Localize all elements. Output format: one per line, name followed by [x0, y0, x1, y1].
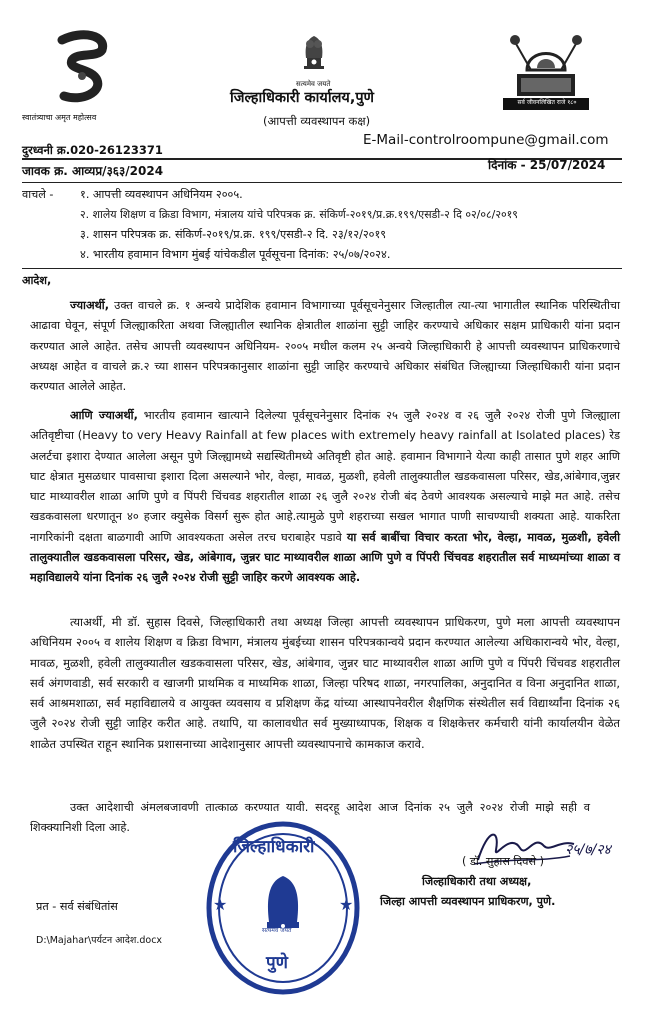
read-item-2: २. शालेय शिक्षण व क्रिडा विभाग, मंत्रालय यांचे परिपत्रक क्र. संकिर्ण-२०१९/प्र.क्र.१९९/एसडी-२ दि ०२/०८/२०१९: [80, 208, 518, 221]
signatory-title-1: जिल्हाधिकारी तथा अध्यक्ष,: [422, 875, 532, 888]
para2-bold-conclusion: या सर्व बाबींचा विचार करता भोर, वेल्हा, मावळ, मुळशी, हवेली तालुक्यातील खडकवासला परिसर, खेड, आंबेगाव, जुन्नर घाट माथ्यावरील शाळा आणि पुणे व पिंपरी चिंचवड शहरातील सर्व माध्यमांच्या शाळा व महाविद्यालये यांना दिनांक २६ जुलै २०२४ रोजी सुट्टी जाहिर करणे आवश्यक आहे.: [30, 530, 620, 585]
left-logo-caption: स्वातंत्र्याचा अमृत महोत्सव: [22, 113, 97, 122]
para2-text: भारतीय हवामान खात्याने दिलेल्या पूर्वसूचनेनुसार दिनांक २५ जुलै २०२४ व २६ जुलै २०२४ रोजी पुणे जिल्ह्याला अतिवृष्टीचा (Heavy to very Heavy Rainfall at few places with extremely heavy rainfall at Isolated places) रेड अलर्टचा इशारा देण्यात आलेला असून पुणे जिल्ह्यामध्ये सद्यस्थितीमध्ये अतिवृष्टी होत आहे. हवामान विभागाने येत्या काही तासात पुणे शहर आणि घाट क्षेत्रात मुसळधार पावसाचा इशारा दिला असल्याने भोर, वेल्हा, मावळ, मुळशी, हवेली तालुक्यातील खडकवासला परिसर, खेड,आंबेगाव,जुन्नर घाट माथ्यावरील शाळा आणि पुणे व पिंपरी चिंचवड शहरातील शाळा २६ जुलै २०२४ रोजी बंद ठेवणे आवश्यक असल्याचे माझे मत आहे. तसेच खडकवासला धरणातून ४० हजार क्युसेक विसर्ग सुरू होत आहे.त्यामुळे पुणे शहराच्या सखल भागात पाणी साचण्याची शक्यता आहे. याकरिता नागरिकांनी दक्षता बाळगावी आणि आवश्यकता असेल तरच घराबाहेर पडावे: [30, 409, 620, 544]
emblem-motto: सत्यमेव जयते: [296, 80, 331, 88]
para3-text: त्याअर्थी, मी डॉ. सुहास दिवसे, जिल्हाधिकारी तथा अध्यक्ष जिल्हा आपत्ती व्यवस्थापन प्राधिकरण, पुणे मला आपत्ती व्यवस्थापन अधिनियम २००५ व शालेय शिक्षण व क्रिडा विभाग, मंत्रालय मुंबईच्या शासन परिपत्रकान्वये प्रदान करण्यात आलेल्या अधिकारान्वये भोर, वेल्हा, मावळ, मुळशी, हवेली तालुक्यातील खडकवासला परिसर, खेड, आंबेगाव, जुन्नर घाट माथ्यावरील शाळा आणि पुणे व पिंपरी चिंचवड शहरातील सर्व अंगणवाडी, सर्व सरकारी व खाजगी प्राथमिक व माध्यमिक शाळा, जिल्हा परिषद शाळा, नगरपालिका, अनुदानित व विना अनुदानित शाळा, सर्व आश्रमशाळा, सर्व महाविद्यालये व आयुक्त व्यवसाय व प्रशिक्षण केंद्र यांच्या आस्थापनेवरील शैक्षणिक संस्थेतील सर्व विद्यार्थ्यांना दिनांक २६ जुलै २०२४ रोजी सुट्टी जाहिर करीत आहे. तथापि, या कालावधीत सर्व मुख्याध्यापक, शिक्षक व शिक्षकेत्तर कर्मचारी यांनी कार्यालयीन वेळेत शाळेत उपस्थित राहून स्थानिक प्रशासनाच्या आदेशानुसार आपत्ती व्यवस्थापनाचे कामकाज करावे.: [30, 615, 620, 751]
read-item-1: १. आपत्ती व्यवस्थापन अधिनियम २००५.: [80, 188, 243, 201]
read-item-3: ३. शासन परिपत्रक क्र. संकिर्ण-२०१९/प्र.क्र. १९९/एसडी-२ दि. २३/१२/२०१९: [80, 228, 387, 241]
header-divider-bottom: [22, 182, 622, 183]
order-paragraph-2: [30, 406, 620, 589]
signatory-name: ( डॉ. सुहास दिवसे ): [462, 855, 544, 868]
para1-text: उक्त वाचले क्र. १ अन्वये प्रादेशिक हवामान विभागाच्या पूर्वसूचनेनुसार जिल्हातील त्या-त्या भागातील स्थानिक परिस्थितीचा आढावा घेवून, संपूर्ण जिल्ह्याकरिता अथवा जिल्ह्यातील स्थानिक क्षेत्रातील शाळांना सुट्टी जाहिर करण्याचे अधिकार सक्षम प्राधिकारी यांना प्रदान करण्यात आले आहेत. तसेच आपत्ती व्यवस्थापन अधिनियम- २००५ मधील कलम २५ अन्वये जिल्हाधिकारी हे आपत्ती व्यवस्थापन प्राधिकरणाचे अध्यक्ष आहेत व वाचले क्र.२ च्या शासन परिपत्रकानुसार शाळांना सुट्टी जाहिर करण्याचे अधिकार संबंधित जिल्ह्याच्या जिल्हाधिकारी यांना प्रदान करण्यात आलेले आहेत.: [30, 299, 620, 394]
para1-lead: ज्याअर्थी,: [70, 299, 110, 312]
order-heading: आदेश,: [22, 274, 52, 287]
stamp-motto: सत्यमेव जयते: [262, 927, 292, 934]
order-paragraph-3: [30, 612, 620, 754]
cell-name: (आपत्ती व्यवस्थापन कक्ष): [263, 114, 371, 128]
read-item-4: ४. भारतीय हवामान विभाग मुंबई यांचेकडील पूर्वसूचना दिनांक: २५/०७/२०२४.: [80, 248, 391, 261]
para2-lead: आणि ज्याअर्थी,: [70, 409, 138, 422]
amrit-mahotsav-logo: [52, 30, 116, 110]
signature-date: २५/७/२४: [565, 842, 611, 858]
email-address: E-Mail-controlroompune@gmail.com: [363, 132, 609, 148]
order-paragraph-1: [30, 296, 620, 397]
stamp-top-text: जिल्हाधिकारी: [233, 837, 315, 857]
signatory-title-2: जिल्हा आपत्ती व्यवस्थापन प्राधिकरण, पुणे.: [380, 895, 556, 908]
office-name: जिल्हाधिकारी कार्यालय,पुणे: [230, 90, 375, 106]
para4-text: उक्त आदेशाची अंमलबजावणी तात्काळ करण्यात यावी. सदरहू आदेश आज दिनांक २५ जुलै २०२४ रोजी माझे सही व शिक्क्यानिशी दिला आहे.: [30, 801, 590, 835]
national-emblem-icon: [294, 32, 334, 80]
right-logo-caption: सर्व जीवनलिखित राजे १८०: [517, 99, 577, 106]
read-heading: वाचले -: [22, 188, 54, 201]
svg-text:★: ★: [339, 895, 354, 914]
read-list-divider: [22, 268, 622, 269]
document-date: दिनांक - 25/07/2024: [488, 158, 606, 172]
copy-to: प्रत - सर्व संबंधितांस: [36, 900, 118, 913]
stamp-bottom-text: पुणे: [266, 953, 288, 973]
outward-number: जावक क्र. आव्यप्र/३६३/2024: [22, 164, 164, 178]
phone-number: दुरध्वनी क्र.020-26123371: [22, 143, 163, 157]
svg-text:★: ★: [213, 895, 228, 914]
file-path: D:\Majahar\पर्यटन आदेश.docx: [36, 935, 163, 946]
